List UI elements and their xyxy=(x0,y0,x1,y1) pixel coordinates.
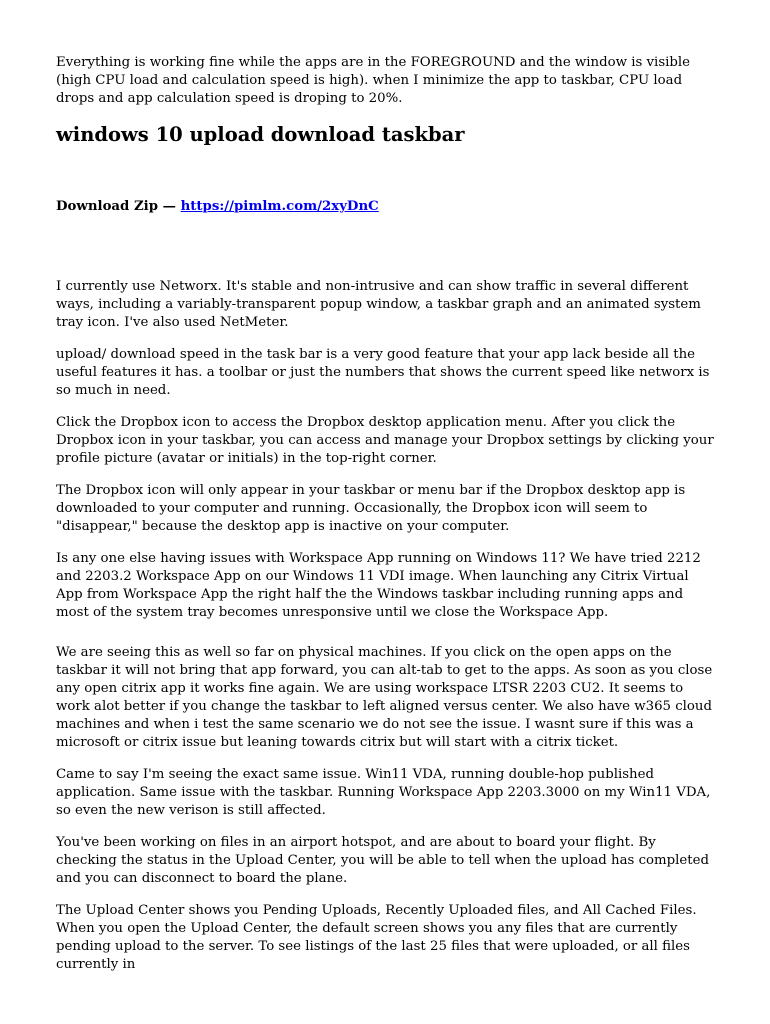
body-paragraph-dropbox-icon: The Dropbox icon will only appear in your taskbar or menu bar if the Dropbox desktop app is downloaded to your computer and running. Occasionally, the Dropbox icon will seem to "disappear," because the desktop app is inactive on your computer. xyxy=(56,483,686,534)
page-title: windows 10 upload download taskbar xyxy=(56,123,465,146)
download-label: Download Zip — xyxy=(56,199,176,214)
download-link[interactable]: https://pimlm.com/2xyDnC xyxy=(180,199,379,214)
intro-paragraph: Everything is working fine while the apps are in the FOREGROUND and the window is visible (high CPU load and calculation speed is high). when I minimize the app to taskbar, CPU load drops and app calculation speed is droping to 20%. xyxy=(56,55,691,106)
body-paragraph-networx: I currently use Networx. It's stable and non-intrusive and can show traffic in several different ways, including a variably-transparent popup window, a taskbar graph and an animated system tray icon. I've also used NetMeter. xyxy=(56,279,701,330)
body-paragraph-airport-hotspot: You've been working on files in an airport hotspot, and are about to board your flight. By checking the status in the Upload Center, you will be able to tell when the upload has completed and you can disconnect to board the plane. xyxy=(56,835,710,886)
body-paragraph-upload-speed: upload/ download speed in the task bar is a very good feature that your app lack beside all the useful features it has. a toolbar or just the numbers that shows the current speed like networx is so much in need. xyxy=(56,347,710,398)
body-paragraph-win11-vda: Came to say I'm seeing the exact same issue. Win11 VDA, running double-hop published application. Same issue with the taskbar. Running Workspace App 2203.3000 on my Win11 VDA, so even the new verison is still affected. xyxy=(56,767,711,818)
body-paragraph-upload-center: The Upload Center shows you Pending Uploads, Recently Uploaded files, and All Cached Files. When you open the Upload Center, the default screen shows you any files that are currently pending upload to the server. To see listings of the last 25 files that were uploaded, or all files currently in xyxy=(56,903,697,972)
body-paragraph-physical-machines: We are seeing this as well so far on physical machines. If you click on the open apps on the taskbar it will not bring that app forward, you can alt-tab to get to the apps. As soon as you close any open citrix app it works fine again. We are using workspace LTSR 2203 CU2. It seems to work alot better if you change the taskbar to left aligned versus center. We also have w365 cloud machines and when i test the same scenario we do not see the issue. I wasnt sure if this was a microsoft or citrix issue but leaning towards citrix but will start with a citrix ticket. xyxy=(56,645,713,750)
body-paragraph-workspace-issue: Is any one else having issues with Workspace App running on Windows 11? We have tried 2212 and 2203.2 Workspace App on our Windows 11 VDI image. When launching any Citrix Virtual App from Workspace App the right half the the Windows taskbar including running apps and most of the system tray becomes unresponsive until we close the Workspace App. xyxy=(56,551,701,620)
body-paragraph-dropbox-menu: Click the Dropbox icon to access the Dropbox desktop application menu. After you click the Dropbox icon in your taskbar, you can access and manage your Dropbox settings by clicking your profile picture (avatar or initials) in the top-right corner. xyxy=(56,415,714,466)
download-line xyxy=(56,198,715,216)
